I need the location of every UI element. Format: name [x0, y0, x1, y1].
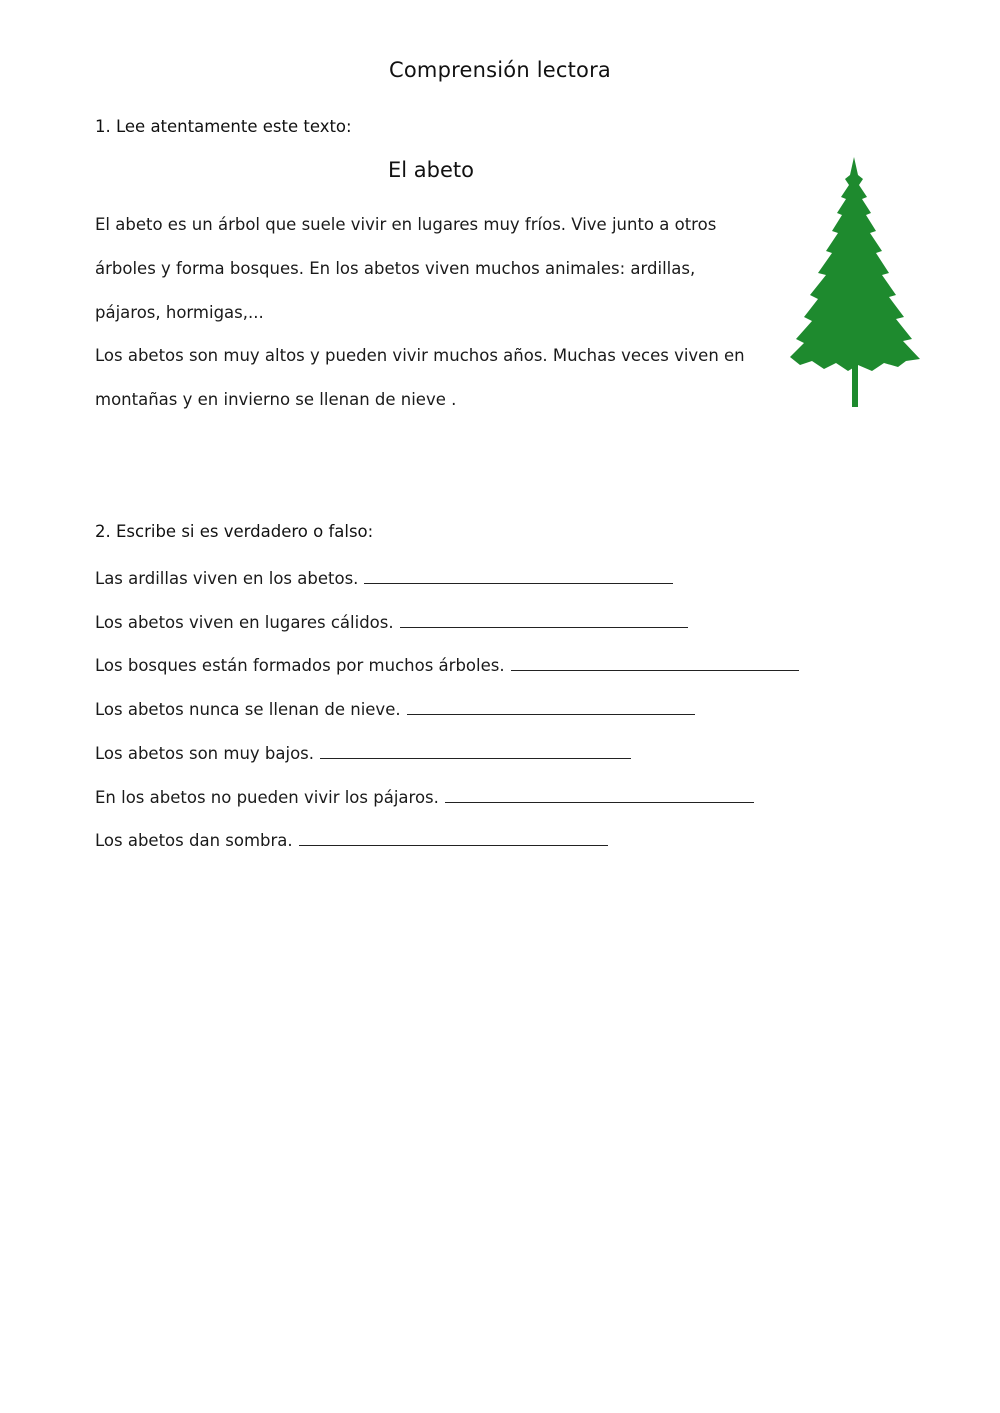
answer-blank[interactable]	[364, 565, 673, 584]
statement-text: En los abetos no pueden vivir los pájaros.	[95, 788, 439, 807]
answer-blank[interactable]	[320, 740, 631, 759]
page-title: Comprensión lectora	[389, 58, 611, 82]
reading-text-line: El abeto es un árbol que suele vivir en lugares muy fríos. Vive junto a otros	[95, 215, 717, 234]
true-false-item	[95, 784, 754, 807]
fir-tree-icon	[788, 155, 922, 410]
answer-blank[interactable]	[407, 696, 695, 715]
true-false-item	[95, 609, 688, 632]
reading-text-line: árboles y forma bosques. En los abetos viven muchos animales: ardillas,	[95, 259, 696, 278]
answer-blank[interactable]	[511, 652, 799, 671]
true-false-item	[95, 652, 799, 675]
statement-text: Las ardillas viven en los abetos.	[95, 569, 359, 588]
true-false-item	[95, 740, 631, 763]
reading-title: El abeto	[388, 158, 474, 182]
reading-text-line: Los abetos son muy altos y pueden vivir muchos años. Muchas veces viven en	[95, 346, 745, 365]
section-1-heading: 1. Lee atentamente este texto:	[95, 117, 352, 136]
statement-text: Los abetos viven en lugares cálidos.	[95, 613, 394, 632]
true-false-item	[95, 565, 673, 588]
true-false-item	[95, 696, 695, 719]
statement-text: Los abetos son muy bajos.	[95, 744, 315, 763]
section-2-heading: 2. Escribe si es verdadero o falso:	[95, 522, 374, 541]
answer-blank[interactable]	[299, 827, 608, 846]
statement-text: Los bosques están formados por muchos árboles.	[95, 656, 505, 675]
reading-text-line: pájaros, hormigas,...	[95, 303, 264, 322]
true-false-item	[95, 827, 608, 850]
answer-blank[interactable]	[445, 784, 754, 803]
statement-text: Los abetos nunca se llenan de nieve.	[95, 700, 401, 719]
answer-blank[interactable]	[400, 609, 688, 628]
reading-text-line: montañas y en invierno se llenan de nieve .	[95, 390, 457, 409]
statement-text: Los abetos dan sombra.	[95, 831, 293, 850]
